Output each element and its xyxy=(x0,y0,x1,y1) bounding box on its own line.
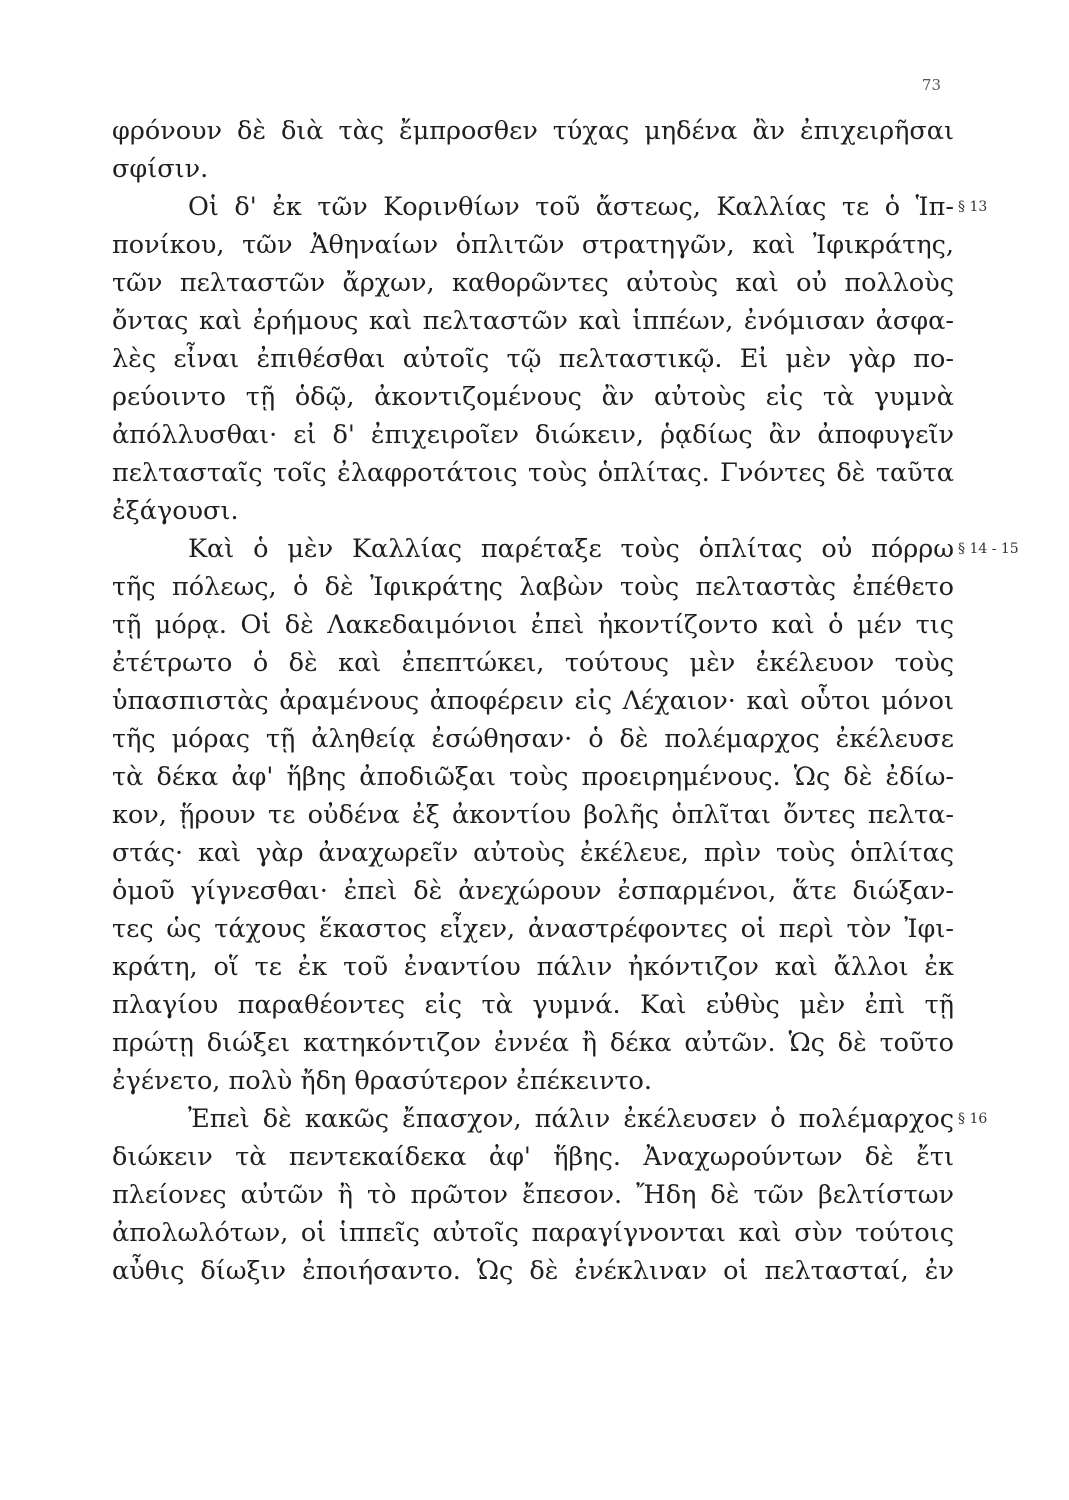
text-line: πλαγίου παραθέοντες εἰς τὰ γυμνά. Καὶ εὐθὺς μὲν ἐπὶ τῇ xyxy=(112,990,954,1020)
text-line: Καὶ ὁ μὲν Καλλίας παρέταξε τοὺς ὁπλίτας οὐ πόρρω xyxy=(188,534,954,564)
text-line: τῆς μόρας τῇ ἀληθείᾳ ἐσώθησαν· ὁ δὲ πολέμαρχος ἐκέλευσε xyxy=(112,724,954,754)
text-line: πελτασταῖς τοῖς ἐλαφροτάτοις τοὺς ὁπλίτας. Γνόντες δὲ ταῦτα xyxy=(112,458,954,488)
text-line: τῇ μόρᾳ. Οἱ δὲ Λακεδαιμόνιοι ἐπεὶ ἠκοντίζοντο καὶ ὁ μέν τις xyxy=(112,610,954,640)
text-line: πλείονες αὐτῶν ἢ τὸ πρῶτον ἔπεσον. Ἤδη δὲ τῶν βελτίστων xyxy=(112,1180,954,1210)
text-line: τῶν πελταστῶν ἄρχων, καθορῶντες αὐτοὺς καὶ οὐ πολλοὺς xyxy=(112,268,954,298)
text-line: σφίσιν. xyxy=(112,154,209,184)
text-line: διώκειν τὰ πεντεκαίδεκα ἀφ' ἥβης. Ἀναχωρούντων δὲ ἔτι xyxy=(112,1142,954,1172)
text-line: ὁμοῦ γίγνεσθαι· ἐπεὶ δὲ ἀνεχώρουν ἐσπαρμένοι, ἅτε διώξαν- xyxy=(112,876,954,906)
text-line: κον, ᾕρουν τε οὐδένα ἐξ ἀκοντίου βολῆς ὁπλῖται ὄντες πελτα- xyxy=(112,800,954,830)
text-line: αὖθις δίωξιν ἐποιήσαντο. Ὡς δὲ ἐνέκλιναν οἱ πελτασταί, ἐν xyxy=(112,1256,954,1286)
text-line: φρόνουν δὲ διὰ τὰς ἔμπροσθεν τύχας μηδένα ἂν ἐπιχειρῆσαι xyxy=(112,116,954,146)
text-line: τες ὡς τάχους ἕκαστος εἶχεν, ἀναστρέφοντες οἱ περὶ τὸν Ἰφι- xyxy=(112,914,954,944)
text-line: Οἱ δ' ἐκ τῶν Κορινθίων τοῦ ἄστεως, Καλλίας τε ὁ Ἱπ- xyxy=(188,192,954,222)
text-line: στάς· καὶ γὰρ ἀναχωρεῖν αὐτοὺς ἐκέλευε, πρὶν τοὺς ὁπλίτας xyxy=(112,838,954,868)
text-line: κράτη, οἵ τε ἐκ τοῦ ἐναντίου πάλιν ἠκόντιζον καὶ ἄλλοι ἐκ xyxy=(112,952,954,982)
text-line: τὰ δέκα ἀφ' ἥβης ἀποδιῶξαι τοὺς προειρημένους. Ὡς δὲ ἐδίω- xyxy=(112,762,954,792)
text-line: ρεύοιντο τῇ ὁδῷ, ἀκοντιζομένους ἂν αὐτοὺς εἰς τὰ γυμνὰ xyxy=(112,382,954,412)
text-line: Ἐπεὶ δὲ κακῶς ἔπασχον, πάλιν ἐκέλευσεν ὁ πολέμαρχος xyxy=(188,1104,954,1134)
text-line: ἐγένετο, πολὺ ἤδη θρασύτερον ἐπέκειντο. xyxy=(112,1066,653,1096)
section-marker: § 13 xyxy=(958,199,988,215)
text-line: πονίκου, τῶν Ἀθηναίων ὁπλιτῶν στρατηγῶν, καὶ Ἰφικράτης, xyxy=(112,230,954,260)
text-line: ὑπασπιστὰς ἀραμένους ἀποφέρειν εἰς Λέχαιον· καὶ οὗτοι μόνοι xyxy=(112,686,954,716)
text-line: ἀπολωλότων, οἱ ἱππεῖς αὐτοῖς παραγίγνονται καὶ σὺν τούτοις xyxy=(112,1218,954,1248)
page-number: 73 xyxy=(921,76,941,94)
text-line: ἀπόλλυσθαι· εἰ δ' ἐπιχειροῖεν διώκειν, ῥᾳδίως ἂν ἀποφυγεῖν xyxy=(112,420,954,450)
section-marker: § 16 xyxy=(958,1111,988,1127)
text-line: ἐτέτρωτο ὁ δὲ καὶ ἐπεπτώκει, τούτους μὲν ἐκέλευον τοὺς xyxy=(112,648,954,678)
text-line: τῆς πόλεως, ὁ δὲ Ἰφικράτης λαβὼν τοὺς πελταστὰς ἐπέθετο xyxy=(112,572,954,602)
text-line: ὄντας καὶ ἐρήμους καὶ πελταστῶν καὶ ἱππέων, ἐνόμισαν ἀσφα- xyxy=(112,306,954,336)
text-line: λὲς εἶναι ἐπιθέσθαι αὐτοῖς τῷ πελταστικῷ. Εἰ μὲν γὰρ πο- xyxy=(112,344,954,374)
section-marker: § 14 - 15 xyxy=(958,541,1019,557)
text-line: ἐξάγουσι. xyxy=(112,496,239,526)
text-line: πρώτῃ διώξει κατηκόντιζον ἐννέα ἢ δέκα αὐτῶν. Ὡς δὲ τοῦτο xyxy=(112,1028,954,1058)
